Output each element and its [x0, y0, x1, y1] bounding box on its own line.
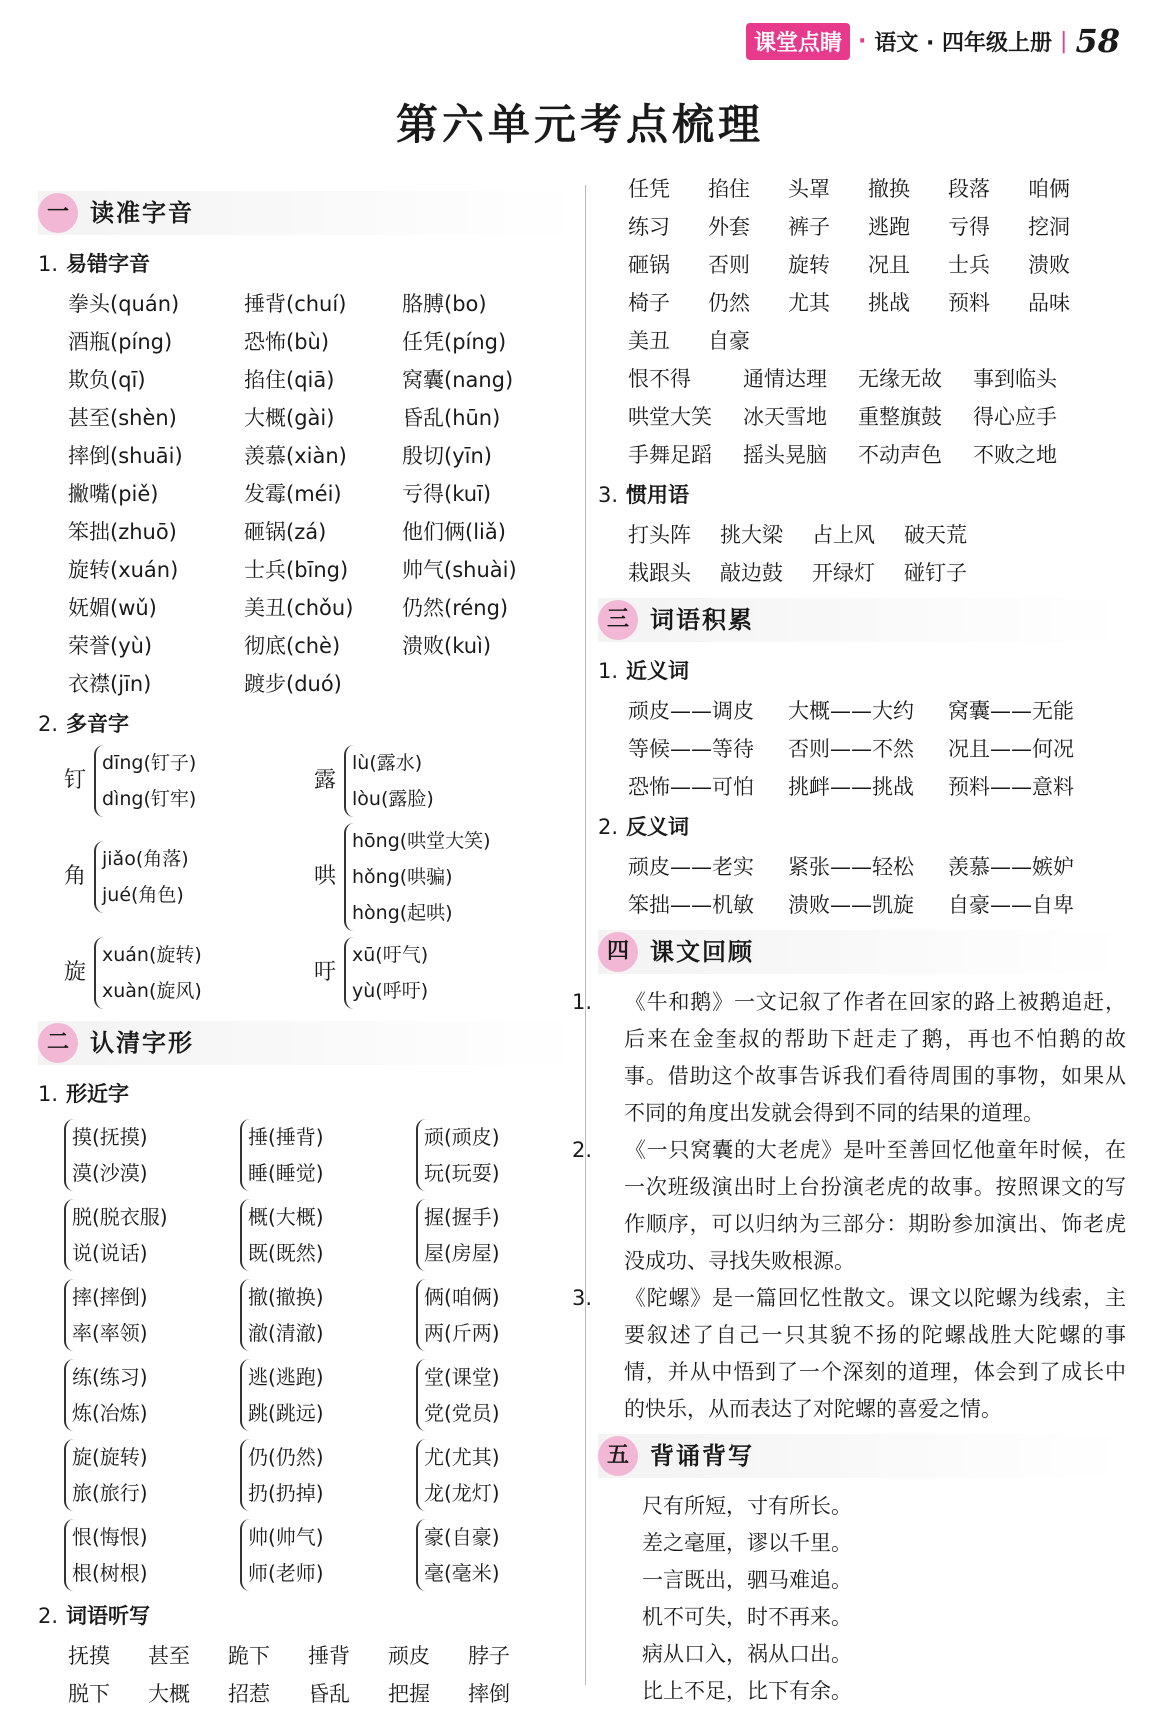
section-number: 二	[38, 1023, 78, 1063]
synonym-list	[598, 692, 1126, 806]
similar-char-pair	[240, 1439, 416, 1511]
antonym-pair: 紧张——轻松	[788, 855, 914, 879]
dictation-word: 跪下	[228, 1644, 270, 1668]
similar-char-item: 俩(咱俩)	[424, 1285, 500, 1309]
reading-item: jué(角色)	[102, 884, 184, 906]
pronunciation-item: 溃败(kuì)	[402, 634, 492, 658]
section-title: 课文回顾	[650, 938, 754, 966]
reading-item: hǒng(哄骗)	[352, 866, 453, 888]
pronunciation-item: 他们俩(liǎ)	[402, 520, 506, 544]
word-item: 自豪	[708, 329, 750, 353]
word-item: 挑战	[868, 291, 910, 315]
review-item	[572, 1132, 1126, 1280]
pronunciation-item: 仍然(réng)	[402, 596, 509, 620]
dictation-word: 昏乱	[308, 1682, 350, 1706]
similar-char-pair	[416, 1119, 586, 1191]
similar-char-item: 仍(仍然)	[248, 1445, 324, 1469]
word-item: 外套	[708, 215, 750, 239]
section-header	[598, 930, 1126, 974]
recitation-line: 机不可失，时不再来。	[642, 1605, 852, 1629]
synonym-pair: 大概——大约	[788, 699, 914, 723]
pronunciation-item: 笨拙(zhuō)	[68, 520, 177, 544]
polyphone-group	[314, 823, 564, 931]
similar-char-item: 摔(摔倒)	[72, 1285, 148, 1309]
idiom-item: 碰钉子	[904, 561, 967, 585]
pronunciation-item: 甚至(shèn)	[68, 406, 177, 430]
section-title: 认清字形	[90, 1029, 194, 1057]
pronunciation-item: 士兵(bīng)	[244, 558, 349, 582]
word-item: 咱俩	[1028, 177, 1070, 201]
similar-char-pair	[64, 1359, 240, 1431]
similar-char-item: 尤(尤其)	[424, 1445, 500, 1469]
reading-item: lù(露水)	[352, 752, 423, 774]
idiom-item: 重整旗鼓	[858, 405, 942, 429]
idiom-item: 事到临头	[973, 367, 1057, 391]
header-dot: ·	[858, 28, 867, 54]
reading-item: jiǎo(角落)	[102, 848, 189, 870]
brand-badge: 课堂点睛	[746, 23, 850, 60]
antonym-pair: 笨拙——机敏	[628, 893, 754, 917]
idiom-item: 冰天雪地	[743, 405, 827, 429]
synonym-pair: 否则——不然	[788, 737, 914, 761]
similar-char-item: 撤(撤换)	[248, 1285, 324, 1309]
subsection-title: 2. 词语听写	[38, 1604, 151, 1628]
polyphone-group	[64, 823, 314, 931]
similar-char-item: 炼(冶炼)	[72, 1401, 148, 1425]
similar-char-item: 概(大概)	[248, 1205, 324, 1229]
section-number: 一	[38, 193, 78, 233]
idiom-list	[598, 360, 1126, 474]
similar-char-pair	[64, 1119, 240, 1191]
antonym-pair: 溃败——凯旋	[788, 893, 914, 917]
similar-char-item: 漠(沙漠)	[72, 1161, 148, 1185]
reading-brace	[344, 937, 428, 1009]
similar-char-pair	[240, 1519, 416, 1591]
section-number: 四	[598, 932, 638, 972]
recitation-line: 病从口入，祸从口出。	[642, 1642, 852, 1666]
similar-char-item: 逃(逃跑)	[248, 1365, 324, 1389]
reading-brace	[344, 823, 491, 931]
subsection-title: 1. 近义词	[598, 659, 690, 683]
idiom-item: 恨不得	[628, 367, 691, 391]
word-item: 预料	[948, 291, 990, 315]
similar-char-item: 率(率领)	[72, 1321, 148, 1345]
pronunciation-item: 拳头(quán)	[68, 292, 180, 316]
similar-char-item: 睡(睡觉)	[248, 1161, 324, 1185]
section-title: 词语积累	[650, 606, 754, 634]
word-item: 溃败	[1028, 253, 1070, 277]
similar-char-item: 豪(自豪)	[424, 1525, 500, 1549]
dictation-word: 脱下	[68, 1682, 110, 1706]
page-title: 第六单元考点梳理	[395, 100, 764, 149]
reading-item: xuàn(旋风)	[102, 980, 202, 1002]
pronunciation-item	[402, 665, 572, 703]
section-header	[38, 191, 578, 235]
similar-char-pair	[240, 1119, 416, 1191]
reading-item: hòng(起哄)	[352, 902, 453, 924]
idiom-item: 破天荒	[904, 523, 967, 547]
reading-brace	[344, 745, 434, 817]
section-title: 背诵背写	[650, 1442, 754, 1470]
pronunciation-item: 酒瓶(píng)	[68, 330, 173, 354]
subsection-title: 1. 易错字音	[38, 252, 151, 276]
similar-char-item: 旋(旋转)	[72, 1445, 148, 1469]
pronunciation-item: 踱步(duó)	[244, 672, 342, 696]
subsection-title: 1. 形近字	[38, 1082, 130, 1106]
synonym-pair: 等候——等待	[628, 737, 754, 761]
review-number: 3.	[572, 1286, 593, 1310]
pronunciation-item: 捶背(chuí)	[244, 292, 347, 316]
similar-char-item: 练(练习)	[72, 1365, 148, 1389]
word-item: 仍然	[708, 291, 750, 315]
similar-char-pair	[64, 1279, 240, 1351]
dictation-word: 脖子	[468, 1644, 510, 1668]
word-item: 士兵	[948, 253, 990, 277]
idiom-item: 打头阵	[628, 523, 691, 547]
similar-char-item: 根(树根)	[72, 1561, 148, 1585]
recitation-line: 尺有所短，寸有所长。	[642, 1494, 852, 1518]
review-text: 《陀螺》是一篇回忆性散文。课文以陀螺为线索，主要叙述了自己一只其貌不扬的陀螺战胜大陀螺的事情，并从中悟到了一个深刻的道理，体会到了成长中的快乐，从而表达了对陀螺的喜爱之情。	[624, 1286, 1126, 1421]
section-header	[598, 1434, 1126, 1478]
word-item: 尤其	[788, 291, 830, 315]
idiom-item: 无缘无故	[858, 367, 942, 391]
similar-char-item: 摸(抚摸)	[72, 1125, 148, 1149]
pronunciation-item: 昏乱(hūn)	[402, 406, 501, 430]
word-item: 练习	[628, 215, 670, 239]
idiom-item: 摇头晃脑	[743, 443, 827, 467]
similar-char-item: 师(老师)	[248, 1561, 324, 1585]
subsection-title: 3. 惯用语	[598, 483, 690, 507]
synonym-pair: 顽皮——调皮	[628, 699, 754, 723]
pronunciation-item: 羡慕(xiàn)	[244, 444, 347, 468]
polyphone-char: 角	[64, 864, 87, 889]
reading-item: xū(吁气)	[352, 944, 429, 966]
section-title: 读准字音	[90, 199, 194, 227]
idiom-item: 得心应手	[973, 405, 1057, 429]
similar-char-item: 堂(课堂)	[424, 1365, 500, 1389]
reading-brace	[94, 937, 202, 1009]
similar-char-item: 跳(跳远)	[248, 1401, 324, 1425]
similar-char-item: 帅(帅气)	[248, 1525, 324, 1549]
synonym-pair: 况且——何况	[948, 737, 1074, 761]
idiom-item: 不败之地	[973, 443, 1057, 467]
reading-item: dīng(钉子)	[102, 752, 197, 774]
idiom-list-2	[598, 516, 1126, 592]
pronunciation-item: 窝囊(nang)	[402, 368, 514, 392]
word-item: 否则	[708, 253, 750, 277]
word-item: 掐住	[708, 177, 750, 201]
similar-char-pair	[240, 1279, 416, 1351]
polyphone-group	[314, 745, 564, 817]
similar-char-item: 既(既然)	[248, 1241, 324, 1265]
pronunciation-item: 砸锅(zá)	[244, 520, 327, 544]
idiom-item: 挑大梁	[720, 523, 783, 547]
recitation-line: 差之毫厘，谬以千里。	[642, 1531, 852, 1555]
similar-char-item: 党(党员)	[424, 1401, 500, 1425]
dictation-word: 顽皮	[388, 1644, 430, 1668]
dictation-word: 抚摸	[68, 1644, 110, 1668]
page-header	[746, 22, 1120, 60]
reading-brace	[94, 745, 196, 817]
similar-char-pair	[416, 1519, 586, 1591]
similar-char-pair	[240, 1359, 416, 1431]
word-item: 况且	[868, 253, 910, 277]
reading-item: lòu(露脸)	[352, 788, 434, 810]
dictation-word: 大概	[148, 1682, 190, 1706]
polyphone-char: 露	[314, 768, 337, 793]
reading-item: yù(呼吁)	[352, 980, 429, 1002]
pronunciation-item: 胳膊(bo)	[402, 292, 487, 316]
word-item: 亏得	[948, 215, 990, 239]
idiom-item: 手舞足蹈	[628, 443, 712, 467]
polyphone-group	[64, 745, 314, 817]
similar-char-item: 脱(脱衣服)	[72, 1205, 168, 1229]
review-text: 《牛和鹅》一文记叙了作者在回家的路上被鹅追赶，后来在金奎叔的帮助下赶走了鹅，再也不怕鹅的故事。借助这个故事告诉我们看待周围的事物，如果从不同的角度出发就会得到不同的结果的道理。	[624, 990, 1126, 1125]
word-item: 段落	[948, 177, 990, 201]
dictation-word: 把握	[388, 1682, 430, 1706]
right-column	[572, 170, 1126, 1710]
synonym-pair: 预料——意料	[948, 775, 1074, 799]
subject-label: 语文 · 四年级上册	[874, 30, 1053, 56]
reading-brace	[94, 841, 189, 913]
pronunciation-item: 大概(gài)	[244, 406, 335, 430]
word-list	[598, 170, 1126, 360]
idiom-item: 栽跟头	[628, 561, 691, 585]
antonym-pair: 羡慕——嫉妒	[948, 855, 1074, 879]
similar-char-pair	[416, 1279, 586, 1351]
pronunciation-item: 亏得(kuī)	[402, 482, 492, 506]
similar-char-item: 两(斤两)	[424, 1321, 500, 1345]
page-number: 58	[1075, 22, 1120, 60]
idiom-item: 开绿灯	[812, 561, 875, 585]
pronunciation-item: 任凭(píng)	[402, 330, 507, 354]
pronunciation-item: 殷切(yīn)	[402, 444, 492, 468]
similar-char-item: 握(握手)	[424, 1205, 500, 1229]
similar-char-item: 恨(悔恨)	[72, 1525, 148, 1549]
similar-char-pair	[416, 1439, 586, 1511]
synonym-pair: 窝囊——无能	[948, 699, 1074, 723]
word-item: 砸锅	[628, 253, 670, 277]
pronunciation-list	[38, 285, 578, 703]
similar-char-item: 玩(玩耍)	[424, 1161, 500, 1185]
similar-char-item: 龙(龙灯)	[424, 1481, 500, 1505]
similar-char-pair	[64, 1519, 240, 1591]
polyphone-group	[314, 937, 564, 1009]
pronunciation-item: 摔倒(shuāi)	[68, 444, 183, 468]
word-item: 椅子	[628, 291, 670, 315]
section-header	[38, 1021, 578, 1065]
polyphone-list	[38, 745, 578, 1015]
dictation-word: 捶背	[308, 1644, 350, 1668]
pronunciation-item: 欺负(qī)	[68, 368, 146, 392]
pronunciation-item: 美丑(chǒu)	[244, 596, 354, 620]
similar-char-item: 扔(扔掉)	[248, 1481, 324, 1505]
antonym-pair: 自豪——自卑	[948, 893, 1074, 917]
dictation-word: 招惹	[228, 1682, 270, 1706]
polyphone-group	[64, 937, 314, 1009]
subsection-title: 2. 反义词	[598, 815, 690, 839]
dictation-word: 甚至	[148, 1644, 190, 1668]
similar-char-item: 旅(旅行)	[72, 1481, 148, 1505]
similar-char-pair	[416, 1199, 586, 1271]
review-number: 1.	[572, 990, 593, 1014]
antonym-list	[598, 848, 1126, 924]
similar-char-pair	[416, 1359, 586, 1431]
review-item	[572, 1280, 1126, 1428]
similar-chars-list	[38, 1115, 578, 1595]
idiom-item: 通情达理	[743, 367, 827, 391]
similar-char-pair	[64, 1199, 240, 1271]
section-number: 五	[598, 1436, 638, 1476]
pronunciation-item: 荣誉(yù)	[68, 634, 153, 658]
reading-item: dìng(钉牢)	[102, 788, 197, 810]
similar-char-item: 毫(毫米)	[424, 1561, 500, 1585]
reading-item: xuán(旋转)	[102, 944, 202, 966]
pronunciation-item: 帅气(shuài)	[402, 558, 517, 582]
pronunciation-item: 衣襟(jīn)	[68, 672, 152, 696]
synonym-pair: 挑衅——挑战	[788, 775, 914, 799]
similar-char-item: 澈(清澈)	[248, 1321, 324, 1345]
dictation-word: 摔倒	[468, 1682, 510, 1706]
idiom-item: 占上风	[812, 523, 875, 547]
similar-char-pair	[64, 1439, 240, 1511]
header-separator: |	[1060, 28, 1068, 54]
similar-char-item: 屋(房屋)	[424, 1241, 500, 1265]
polyphone-char: 钉	[64, 768, 87, 793]
pronunciation-item: 妩媚(wǔ)	[68, 596, 157, 620]
review-text: 《一只窝囊的大老虎》是叶至善回忆他童年时候，在一次班级演出时上台扮演老虎的故事。按照课文的写作顺序，可以归纳为三部分：期盼参加演出、饰老虎没成功、寻找失败根源。	[624, 1138, 1126, 1273]
pronunciation-item: 撇嘴(piě)	[68, 482, 159, 506]
idiom-item: 敲边鼓	[720, 561, 783, 585]
left-column	[38, 185, 578, 1713]
section-number: 三	[598, 600, 638, 640]
similar-char-item: 说(说话)	[72, 1241, 148, 1265]
pronunciation-item: 掐住(qiā)	[244, 368, 335, 392]
synonym-pair: 恐怖——可怕	[628, 775, 754, 799]
similar-char-pair	[240, 1199, 416, 1271]
review-number: 2.	[572, 1138, 593, 1162]
recitation-line: 比上不足，比下有余。	[642, 1679, 852, 1703]
review-item	[572, 984, 1126, 1132]
antonym-pair: 顽皮——老实	[628, 855, 754, 879]
word-item: 逃跑	[868, 215, 910, 239]
word-item: 裤子	[788, 215, 830, 239]
pronunciation-item: 发霉(méi)	[244, 482, 342, 506]
recitation-list	[598, 1488, 1126, 1710]
pronunciation-item: 彻底(chè)	[244, 634, 341, 658]
word-item: 旋转	[788, 253, 830, 277]
word-item: 挖洞	[1028, 215, 1070, 239]
similar-char-item: 顽(顽皮)	[424, 1125, 500, 1149]
word-item: 品味	[1028, 291, 1070, 315]
idiom-item: 哄堂大笑	[628, 405, 712, 429]
subsection-title: 2. 多音字	[38, 712, 130, 736]
word-item: 美丑	[628, 329, 670, 353]
word-item: 头罩	[788, 177, 830, 201]
word-item: 任凭	[628, 177, 670, 201]
recitation-line: 一言既出，驷马难追。	[642, 1568, 852, 1592]
polyphone-char: 吁	[314, 960, 337, 985]
pronunciation-item: 旋转(xuán)	[68, 558, 179, 582]
similar-char-item: 捶(捶背)	[248, 1125, 324, 1149]
section-header	[598, 598, 1126, 642]
idiom-item: 不动声色	[858, 443, 942, 467]
review-list	[572, 984, 1126, 1428]
polyphone-char: 旋	[64, 960, 87, 985]
polyphone-char: 哄	[314, 864, 337, 889]
reading-item: hōng(哄堂大笑)	[352, 830, 491, 852]
word-item: 撤换	[868, 177, 910, 201]
pronunciation-item: 恐怖(bù)	[244, 330, 330, 354]
